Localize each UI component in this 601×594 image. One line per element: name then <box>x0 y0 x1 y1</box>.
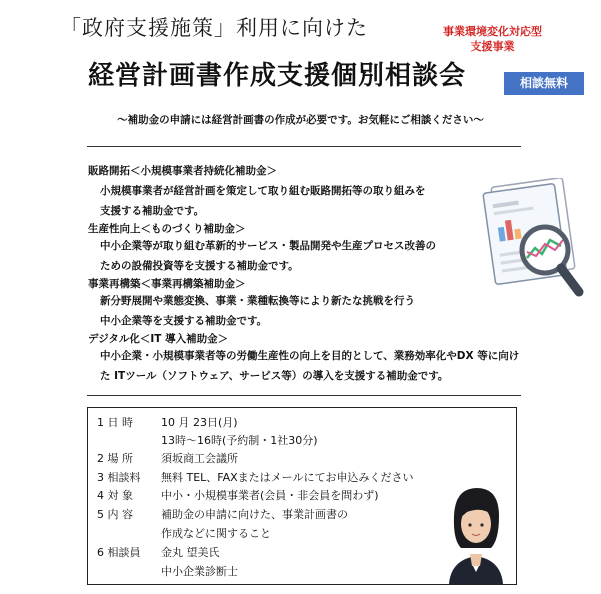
subsidy-desc-line: 支援する補助金です。 <box>100 205 205 217</box>
subsidy-desc-restructuring <box>100 291 415 331</box>
program-label-line1: 事業環境変化対応型 <box>443 25 542 38</box>
consultant-label: 6 相談員 <box>97 546 141 559</box>
divider-top <box>87 146 521 147</box>
program-label <box>420 24 565 54</box>
subsidy-desc-line: た ITツール（ソフトウェア、サービス等）の導入を支援する補助金です。 <box>100 370 449 382</box>
subsidy-desc-line: 中小企業等が取り組む革新的サービス・製品開発や生産プロセス改善の <box>100 240 436 252</box>
main-title: 経営計画書作成支援個別相談会 <box>88 61 467 91</box>
subsidy-desc-line: 新分野展開や業態変換、事業・業種転換等により新たな挑戦を行う <box>100 295 415 307</box>
subsidy-desc-sales <box>100 181 426 221</box>
date-value: 10 月 23日(月) <box>161 416 238 429</box>
place-label: 2 場 所 <box>97 452 133 465</box>
report-magnifier-illustration <box>475 178 590 308</box>
consultant-photo <box>437 482 515 584</box>
date-label: 1 日 時 <box>97 416 133 429</box>
top-heading: 「政府支援施策」利用に向けた <box>60 16 368 40</box>
target-value: 中小・小規模事業者(会員・非会員を問わず) <box>161 489 379 502</box>
consultant-name: 金丸 望美氏 <box>161 546 220 559</box>
fee-label: 3 相談料 <box>97 471 141 484</box>
program-label-line2: 支援事業 <box>470 40 515 53</box>
subsidy-desc-line: 中小企業・小規模事業者等の労働生産性の向上を目的として、業務効率化やDX 等に向け <box>100 350 520 362</box>
subsidy-desc-digital <box>100 346 519 386</box>
time-value: 13時～16時(予約制・1社30分) <box>161 434 318 447</box>
divider-bottom <box>87 395 521 396</box>
subsidy-desc-line: 小規模事業者が経営計画を策定して取り組む販路開拓等の取り組みを <box>100 185 426 197</box>
content-label: 5 内 容 <box>97 508 133 521</box>
free-consultation-badge: 相談無料 <box>504 72 584 95</box>
content-value-cont: 作成などに関すること <box>161 527 271 540</box>
consultant-title: 中小企業診断士 <box>161 565 238 578</box>
subtitle: ～補助金の申請には経営計画書の作成が必要です。お気軽にご相談ください～ <box>117 114 484 126</box>
subsidy-title-restructuring: 事業再構築＜事業再構築補助金＞ <box>88 278 246 290</box>
subsidy-title-productivity: 生産性向上＜ものづくり補助金＞ <box>88 223 246 235</box>
subsidy-desc-line: ための設備投資等を支援する補助金です。 <box>100 260 299 272</box>
fee-value: 無料 TEL、FAXまたはメールにてお申込みください <box>161 471 414 484</box>
subsidy-desc-line: 中小企業等を支援する補助金です。 <box>100 315 268 327</box>
subsidy-title-sales: 販路開拓＜小規模事業者持続化補助金＞ <box>88 165 277 177</box>
target-label: 4 対 象 <box>97 489 133 502</box>
place-value: 須坂商工会議所 <box>161 452 238 465</box>
subsidy-desc-productivity <box>100 236 436 276</box>
subsidy-title-digital: デジタル化＜IT 導入補助金＞ <box>88 333 229 345</box>
content-value: 補助金の申請に向けた、事業計画書の <box>161 508 348 521</box>
